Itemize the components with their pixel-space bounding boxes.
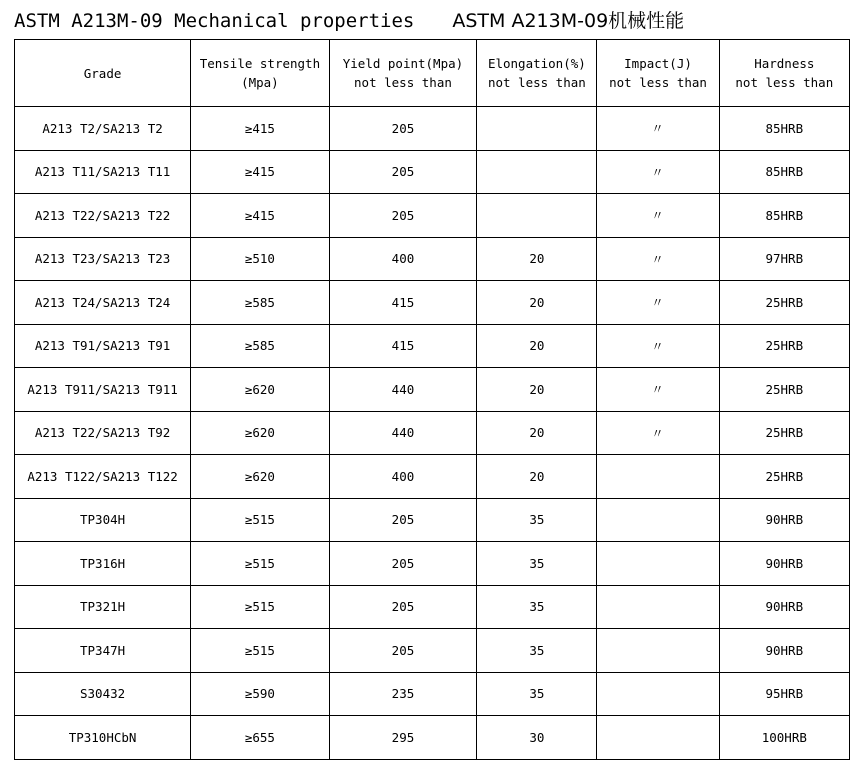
cell-yield: 440 — [329, 411, 477, 455]
cell-impact — [597, 585, 719, 629]
cell-hardness: 97HRB — [719, 237, 849, 281]
cell-impact: 〃 — [597, 194, 719, 238]
column-header-hardness-line2: not less than — [735, 75, 834, 90]
cell-hardness: 90HRB — [719, 542, 849, 586]
cell-elongation: 35 — [477, 585, 597, 629]
column-header-impact-line2: not less than — [609, 75, 707, 90]
cell-tensile: ≥620 — [191, 411, 329, 455]
cell-grade: S30432 — [15, 672, 191, 716]
cell-elongation — [477, 150, 597, 194]
cell-grade: TP316H — [15, 542, 191, 586]
cell-impact — [597, 542, 719, 586]
cell-hardness: 85HRB — [719, 150, 849, 194]
cell-impact — [597, 672, 719, 716]
cell-elongation: 35 — [477, 498, 597, 542]
cell-yield: 205 — [329, 107, 477, 151]
cell-tensile: ≥585 — [191, 281, 329, 325]
cell-impact: 〃 — [597, 411, 719, 455]
mechanical-properties-table — [14, 39, 850, 760]
cell-grade: A213 T2/SA213 T2 — [15, 107, 191, 151]
cell-impact — [597, 629, 719, 673]
title-english: ASTM A213M-09 Mechanical properties — [14, 10, 415, 32]
cell-elongation: 20 — [477, 368, 597, 412]
column-header-elongation-line1: Elongation(%) — [487, 56, 586, 71]
cell-tensile: ≥620 — [191, 368, 329, 412]
cell-yield: 440 — [329, 368, 477, 412]
cell-elongation — [477, 107, 597, 151]
cell-impact: 〃 — [597, 324, 719, 368]
table-row — [15, 498, 850, 542]
cell-yield: 205 — [329, 498, 477, 542]
cell-grade: TP310HCbN — [15, 716, 191, 760]
table-body — [15, 107, 850, 760]
cell-tensile: ≥415 — [191, 150, 329, 194]
column-header-elongation — [477, 40, 597, 107]
cell-yield: 205 — [329, 194, 477, 238]
cell-hardness: 25HRB — [719, 411, 849, 455]
cell-tensile: ≥585 — [191, 324, 329, 368]
cell-impact: 〃 — [597, 237, 719, 281]
column-header-tensile-line2: (Mpa) — [241, 75, 279, 90]
cell-hardness: 90HRB — [719, 629, 849, 673]
cell-yield: 205 — [329, 542, 477, 586]
cell-grade: A213 T911/SA213 T911 — [15, 368, 191, 412]
cell-yield: 205 — [329, 585, 477, 629]
cell-tensile: ≥415 — [191, 107, 329, 151]
cell-impact — [597, 455, 719, 499]
cell-impact — [597, 716, 719, 760]
cell-hardness: 25HRB — [719, 281, 849, 325]
cell-yield: 415 — [329, 324, 477, 368]
table-row — [15, 585, 850, 629]
column-header-grade-line1: Grade — [83, 65, 122, 81]
cell-tensile: ≥415 — [191, 194, 329, 238]
cell-hardness: 95HRB — [719, 672, 849, 716]
title-chinese: ASTM A213M-09机械性能 — [452, 10, 685, 32]
cell-elongation: 35 — [477, 629, 597, 673]
cell-tensile: ≥515 — [191, 542, 329, 586]
cell-impact: 〃 — [597, 107, 719, 151]
cell-grade: A213 T122/SA213 T122 — [15, 455, 191, 499]
cell-grade: A213 T11/SA213 T11 — [15, 150, 191, 194]
cell-elongation: 20 — [477, 455, 597, 499]
table-row — [15, 281, 850, 325]
cell-elongation: 20 — [477, 281, 597, 325]
column-header-hardness-line1: Hardness — [754, 56, 815, 71]
cell-grade: A213 T23/SA213 T23 — [15, 237, 191, 281]
cell-grade: TP321H — [15, 585, 191, 629]
cell-tensile: ≥620 — [191, 455, 329, 499]
cell-yield: 400 — [329, 237, 477, 281]
table-row — [15, 411, 850, 455]
column-header-grade — [15, 40, 191, 107]
cell-grade: A213 T91/SA213 T91 — [15, 324, 191, 368]
table-row — [15, 716, 850, 760]
column-header-impact-line1: Impact(J) — [624, 56, 692, 71]
cell-yield: 235 — [329, 672, 477, 716]
cell-yield: 400 — [329, 455, 477, 499]
cell-tensile: ≥515 — [191, 585, 329, 629]
table-header-row — [15, 40, 850, 107]
cell-impact — [597, 498, 719, 542]
table-row — [15, 324, 850, 368]
cell-hardness: 25HRB — [719, 324, 849, 368]
table-row — [15, 672, 850, 716]
table-row — [15, 194, 850, 238]
column-header-yield-line1: Yield point(Mpa) — [342, 56, 464, 71]
cell-yield: 205 — [329, 150, 477, 194]
column-header-tensile-line1: Tensile strength — [199, 56, 321, 71]
cell-elongation: 30 — [477, 716, 597, 760]
cell-elongation: 20 — [477, 324, 597, 368]
cell-impact: 〃 — [597, 150, 719, 194]
cell-impact: 〃 — [597, 281, 719, 325]
cell-elongation: 35 — [477, 542, 597, 586]
cell-yield: 295 — [329, 716, 477, 760]
cell-tensile: ≥655 — [191, 716, 329, 760]
table-row — [15, 455, 850, 499]
cell-tensile: ≥515 — [191, 629, 329, 673]
cell-yield: 205 — [329, 629, 477, 673]
cell-yield: 415 — [329, 281, 477, 325]
column-header-impact — [597, 40, 719, 107]
table-row — [15, 237, 850, 281]
cell-elongation — [477, 194, 597, 238]
cell-grade: A213 T22/SA213 T92 — [15, 411, 191, 455]
cell-hardness: 25HRB — [719, 455, 849, 499]
cell-tensile: ≥510 — [191, 237, 329, 281]
cell-hardness: 100HRB — [719, 716, 849, 760]
cell-tensile: ≥515 — [191, 498, 329, 542]
cell-elongation: 20 — [477, 411, 597, 455]
cell-hardness: 85HRB — [719, 107, 849, 151]
cell-elongation: 20 — [477, 237, 597, 281]
table-row — [15, 107, 850, 151]
cell-tensile: ≥590 — [191, 672, 329, 716]
cell-impact: 〃 — [597, 368, 719, 412]
table-row — [15, 368, 850, 412]
cell-grade: TP347H — [15, 629, 191, 673]
table-header — [15, 40, 850, 107]
cell-elongation: 35 — [477, 672, 597, 716]
cell-hardness: 25HRB — [719, 368, 849, 412]
column-header-hardness — [719, 40, 849, 107]
table-row — [15, 150, 850, 194]
column-header-tensile-strength — [191, 40, 329, 107]
column-header-elongation-line2: not less than — [487, 75, 586, 90]
column-header-yield-point — [329, 40, 477, 107]
cell-hardness: 90HRB — [719, 585, 849, 629]
document-title — [0, 0, 865, 39]
cell-grade: A213 T22/SA213 T22 — [15, 194, 191, 238]
cell-grade: A213 T24/SA213 T24 — [15, 281, 191, 325]
table-row — [15, 542, 850, 586]
column-header-yield-line2: not less than — [354, 75, 452, 90]
cell-hardness: 90HRB — [719, 498, 849, 542]
cell-hardness: 85HRB — [719, 194, 849, 238]
table-row — [15, 629, 850, 673]
cell-grade: TP304H — [15, 498, 191, 542]
